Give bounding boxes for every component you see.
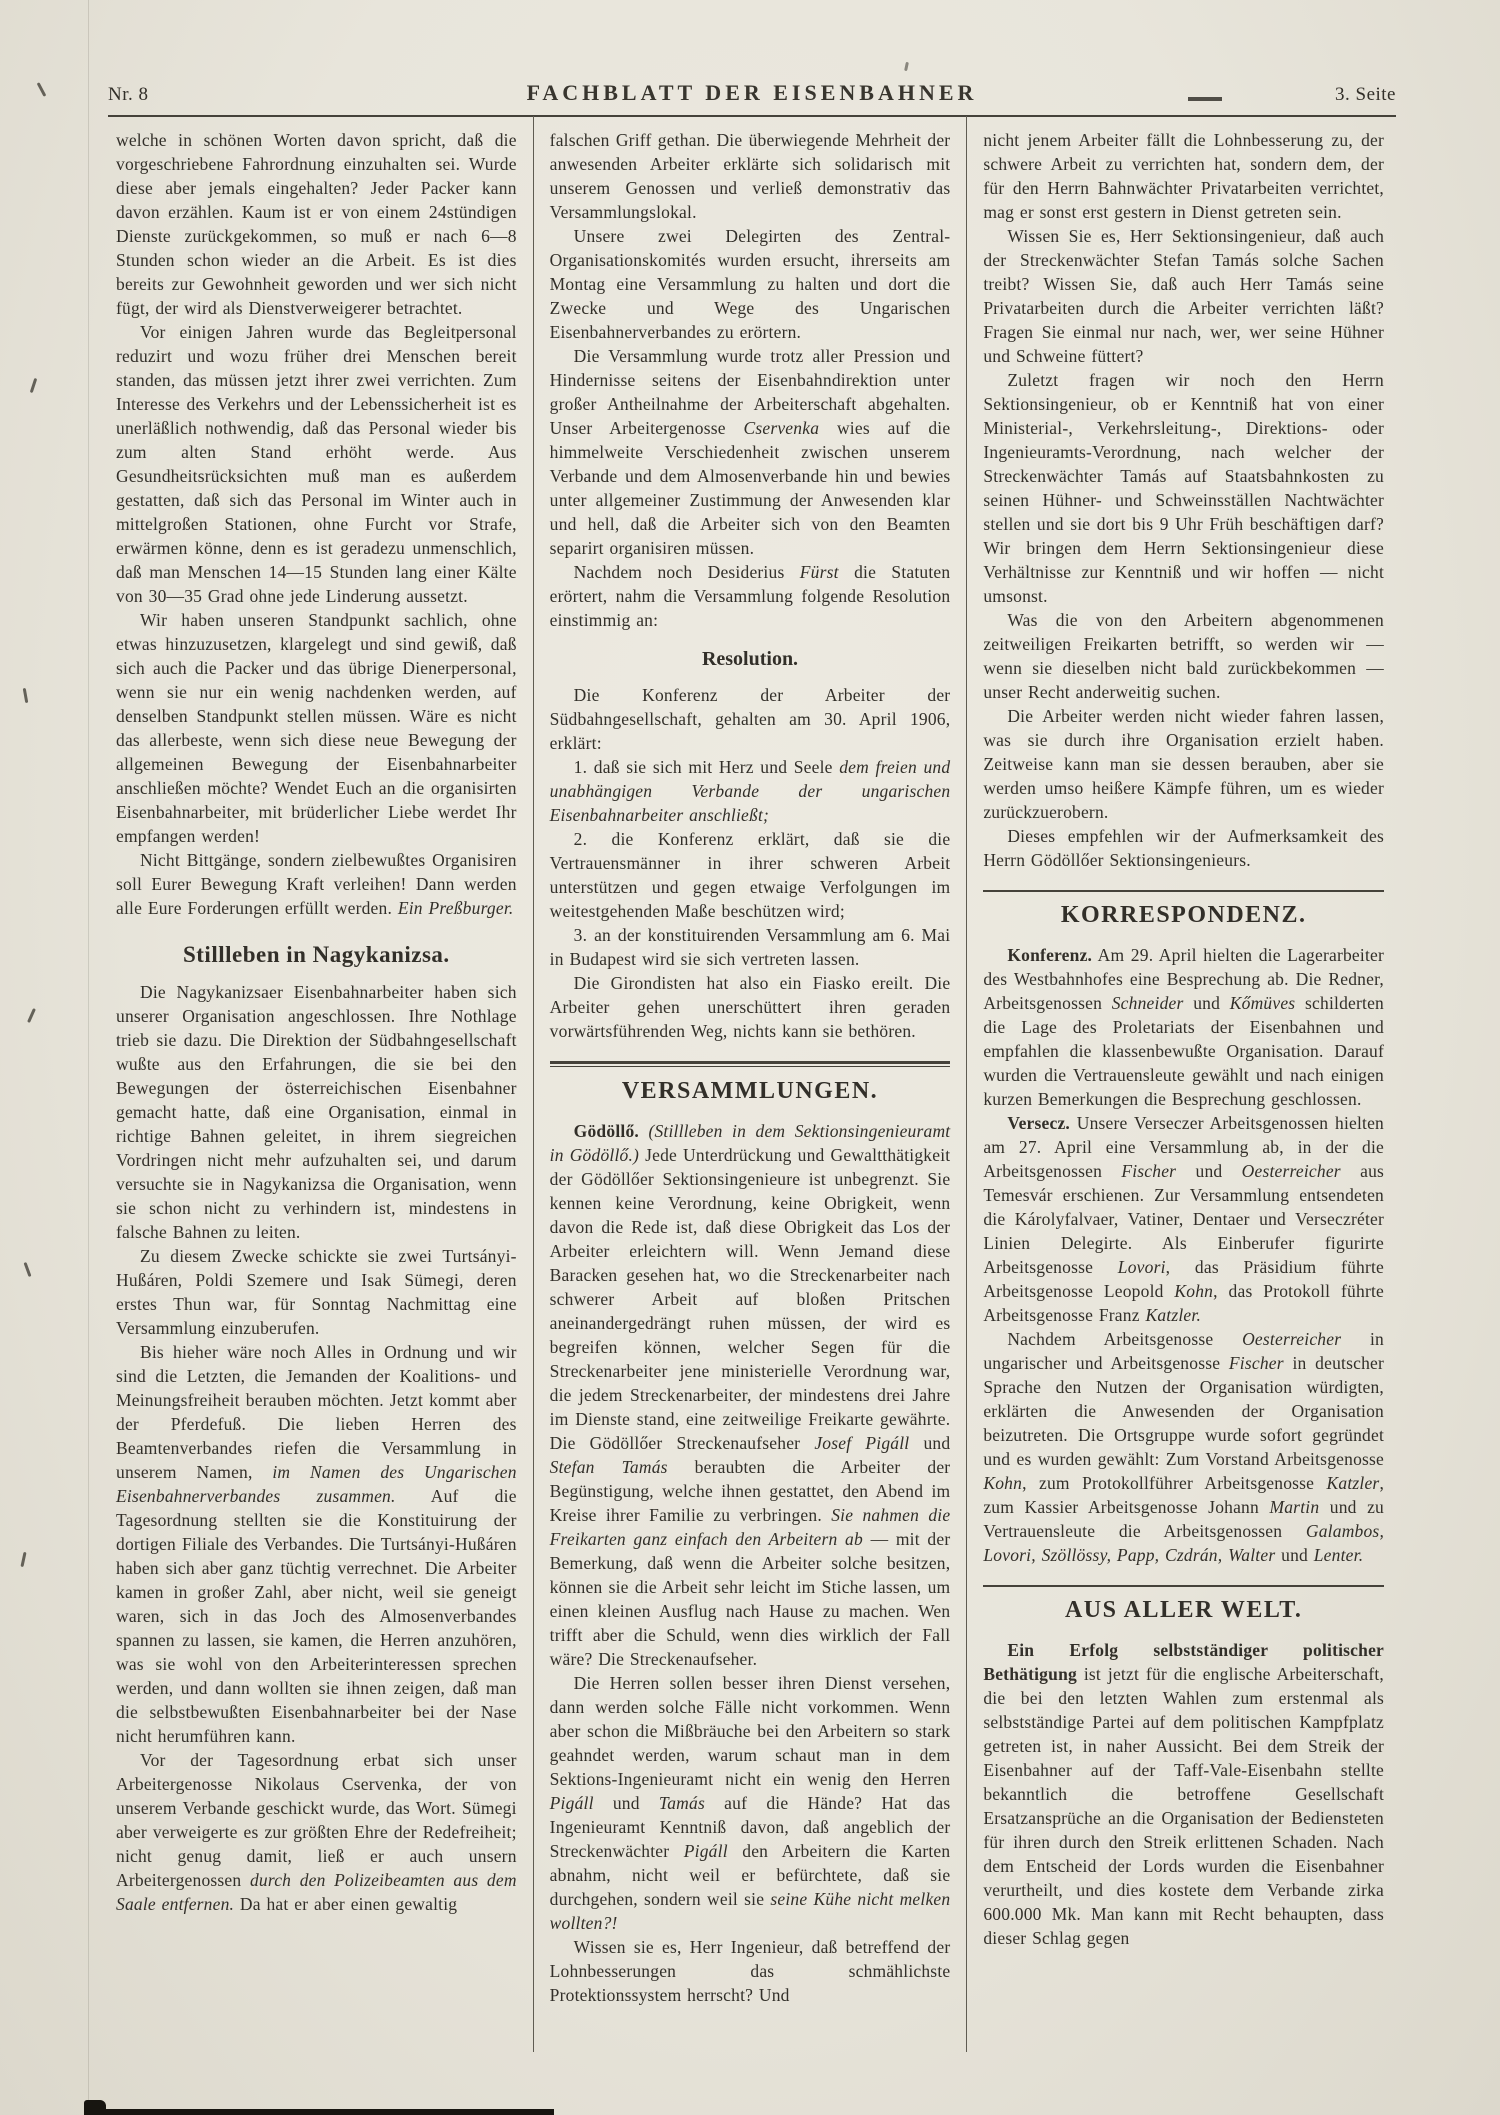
column-1 [100,116,533,2052]
paragraph: Nachdem Arbeitsgenosse Oesterreicher in ungarischer und Arbeitsgenosse Fischer in deutscher Sprache den Nutzen der Organisation würdigten, erklärten die Anwesenden der Organisation beizutreten. Die Ortsgruppe wurde sofort gegründet und es wurden gewählt: Zum Vorstand Arbeitsgenosse Kohn, zum Protokollführer Arbeitsgenosse Katzler, zum Kassier Arbeitsgenosse Johann Martin und zu Vertrauensleute die Arbeitsgenossen Galambos, Lovori, Szöllössy, Papp, Czdrán, Walter und Lenter. [983,1329,1385,1565]
paragraph: Konferenz. Am 29. April hielten die Lagerarbeiter des Westbahnhofes eine Besprechung ab. Die Redner, Arbeitsgenossen Schneider und Kőmüves schilderten die Lage des Proletariats der Eisenbahnen und empfahlen die klassenbewußte Organisation. Darauf wurden die Vertrauensleute gewählt und nach einigen kurzen Bemerkungen die Besprechung geschlossen. [983,945,1385,1109]
scan-artifact [84,2100,106,2113]
scan-artifact [24,1262,32,1277]
paragraph: Nachdem noch Desiderius Fürst die Statuten erörtert, nahm die Versammlung folgende Resolution einstimmig an: [549,562,951,630]
scan-artifact [904,62,909,71]
paragraph: Was die von den Arbeitern abgenommenen zeitweiligen Freikarten betrifft, so werden wir — wenn sie dieselben nicht bald zurückbekommen — unser Recht anderweitig suchen. [983,610,1385,702]
section-title-versammlungen: VERSAMMLUNGEN. [621,1078,879,1104]
paragraph: Die Nagykanizsaer Eisenbahnarbeiter haben sich unserer Organisation angeschlossen. Ihre Nothlage trieb sie dazu. Die Direktion der Südbahngesellschaft wußte aus den Erfahrungen, die sie bei den Bewegungen der österreichischen Eisenbahner gemacht hatte, daß eine Organisation, einmal in richtige Bahnen geleitet, in ihrem siegreichen Vordringen nicht mehr aufzuhalten sei, und darum versuchte sie in Nagykanizsa die Organisation, wenn sie schon nicht zu verhindern ist, mindestens in falsche Bahnen zu leiten. [116,982,517,1242]
paragraph: Die Arbeiter werden nicht wieder fahren lassen, was sie durch ihre Organisation erzielt haben. Zeitweise kann man sie dessen berauben, aber sie werden umso heißere Kämpfe führen, um es wieder zurückzuerobern. [983,706,1385,822]
paragraph: Unsere zwei Delegirten des Zentral-Organisationskomités wurden ersucht, ihrerseits am Montag eine Versammlung zu halten und dort die Zwecke und Wege des Ungarischen Eisenbahnerverbandes zu erörtern. [549,226,951,342]
masthead-title: FACHBLATT DER EISENBAHNER [526,80,978,105]
paragraph: falschen Griff gethan. Die überwiegende Mehrheit der anwesenden Arbeiter erklärte sich solidarisch mit unserem Genossen und verließ demonstrativ das Versammlungslokal. [549,130,951,222]
section-rule [983,1585,1384,1587]
paragraph: Zu diesem Zwecke schickte sie zwei Turtsányi-Hußáren, Poldi Szemere und Isak Sümegi, deren erstes Thun war, für Sonntag Nachmittag eine Versammlung einzuberufen. [116,1246,517,1338]
paragraph: 3. an der konstituirenden Versammlung am 6. Mai in Budapest wird sie sich vertreten lassen. [549,925,951,969]
paragraph: Die Herren sollen besser ihren Dienst versehen, dann werden solche Fälle nicht vorkommen. Wenn aber schon die Mißbräuche bei den Arbeitern so stark geahndet werden, warum schaut man in dem Sektions-Ingenieuramt nicht ein wenig den Herren Pigáll und Tamás auf die Hände? Hat das Ingenieuramt Kenntniß davon, daß angeblich der Streckenwächter Pigáll den Arbeitern die Karten abnahm, nicht weil er befürchtete, daß sie durchgehen, sondern weil sie seine Kühe nicht melken wollten?! [549,1673,951,1933]
paragraph: Die Girondisten hat also ein Fiasko ereilt. Die Arbeiter gehen unerschüttert ihren geraden vorwärtsführenden Weg, nichts kann sie bethören. [549,973,951,1041]
column-2 [533,116,967,2052]
section-title-aus-aller-welt: AUS ALLER WELT. [1064,1597,1303,1623]
page-header [108,80,1396,117]
section-title-korrespondenz: KORRESPONDENZ. [1060,902,1307,928]
resolution-title: Resolution. [701,648,799,670]
paragraph: Die Konferenz der Arbeiter der Südbahngesellschaft, gehalten am 30. April 1906, erklärt: [549,685,951,753]
paragraph: Zuletzt fragen wir noch den Herrn Sektionsingenieur, ob er Kenntniß hat von einer Ministerial-, Verkehrsleitung-, Direktions- oder Ingenieuramts-Verordnung, nach welcher der Streckenwächter Tamás auf Staatsbahnkosten zu seinen Hühner- und Schweinsställen Nachtwächter stellen und sie dort bis 9 Uhr Früh beschäftigen darf? Wir bringen dem Herrn Sektionsingenieur diese Verhältnisse zur Kenntniß und wir hoffen — nicht umsonst. [983,370,1385,606]
paragraph: Ein Erfolg selbstständiger politischer Bethätigung ist jetzt für die englische Arbeiterschaft, die bei den letzten Wahlen zum erstenmal als selbstständige Partei auf dem politischen Kampfplatz getreten ist, in naher Aussicht. Bei dem Streik der Eisenbahner auf der Taff-Vale-Eisenbahn stellte bekanntlich die betroffene Gesellschaft Ersatzansprüche an die Organisation der Bediensteten für ihren durch den Streik erlittenen Schaden. Nach dem Entscheid der Lords wurden die Eisenbahner verurtheilt, und dies kostete dem Verbande zirka 600.000 Mk. Man kann mit Recht behaupten, dass dieser Schlag gegen [983,1640,1385,1948]
section-rule [983,890,1384,892]
paragraph: 2. die Konferenz erklärt, daß sie die Vertrauensmänner in ihrer schweren Arbeit unterstützen und gegen etwaige Verfolgungen im weitestgehenden Maße beschützen wird; [549,829,951,921]
section-rule [550,1061,951,1068]
scan-artifact [23,688,29,703]
scan-artifact [27,1008,36,1023]
paragraph: Dieses empfehlen wir der Aufmerksamkeit des Herrn Gödöllőer Sektionsingenieurs. [983,826,1385,870]
paragraph: Wir haben unseren Standpunkt sachlich, ohne etwas hinzuzusetzen, klargelegt und sind gewiß, daß sich auch die Packer und das übrige Dienerpersonal, wenn sie nur ein wenig nachdenken werden, auf denselben Standpunkt stellen müssen. Wäre es nicht das allerbeste, wenn sich diese neue Bewegung der allgemeinen Bewegung der Eisenbahnarbeiter anschließen möchte? Wendet Euch an die organisirten Eisenbahnarbeiter, mit brüderlicher Liebe werdet Ihr empfangen werden! [116,610,517,846]
article-title: Stillleben in Nagykanizsa. [182,942,450,967]
paragraph: welche in schönen Worten davon spricht, daß die vorgeschriebene Fahrordnung einzuhalten sei. Wurde diese aber jemals eingehalten? Jeder Packer kann davon erzählen. Kaum ist er von einem 24stündigen Dienste zurückgekommen, so muß er nach 6—8 Stunden schon wieder an die Arbeit. Es ist dies bereits zur Gewohnheit geworden und wer sich nicht fügt, der wird als Dienstverweigerer betrachtet. [116,130,517,318]
page-number: 3. Seite [1335,84,1396,105]
paragraph: Versecz. Unsere Verseczer Arbeitsgenossen hielten am 27. April eine Versammlung ab, in der die Arbeitsgenossen Fischer und Oesterreicher aus Temesvár erschienen. Zur Versammlung entsendeten die Károlyfalvaer, Vatiner, Dentaer und Verseczréter Linien Delegirte. Als Einberufer figurirte Arbeitsgenosse Lovori, das Präsidium führte Arbeitsgenosse Leopold Kohn, das Protokoll führte Arbeitsgenosse Franz Katzler. [983,1113,1385,1325]
paragraph: 1. daß sie sich mit Herz und Seele dem freien und unabhängigen Verbande der ungarischen Eisenbahnarbeiter anschließt; [549,757,951,825]
scan-artifact [20,1552,26,1567]
scan-artifact [84,2109,554,2115]
paragraph: Die Versammlung wurde trotz aller Pression und Hindernisse seitens der Eisenbahndirektion unter großer Antheilnahme der Arbeiterschaft abgehalten. Unser Arbeitergenosse Cservenka wies auf die himmelweite Verschiedenheit zwischen unserem Verbande und dem Almosenverbande hin und bewies unter allgemeiner Zustimmung der Anwesenden klar und hell, daß die Arbeiter sich von den Beamten separirt organisiren müssen. [549,346,951,558]
paragraph: Gödöllő. (Stillleben in dem Sektionsingenieuramt in Gödöllő.) Jede Unterdrückung und Gewaltthätigkeit der Gödöllőer Sektionsingenieure ist unbegrenzt. Sie kennen keine Verordnung, keine Obrigkeit, wenn davon die Rede ist, daß diese Obrigkeit das Los der Arbeiter erleichtern will. Wenn Jemand diese Baracken gesehen hat, wo die Streckenarbeiter nach schwerer Arbeit auf bloßen Pritschen aneinandergedrängt ruhen müssen, der wird es begreifen können, welcher Segen für die Streckenarbeiter jene ministerielle Verordnung war, die jedem Streckenarbeiter, der mindestens drei Jahre im Dienste stand, eine zeitweilige Freikarte gewährte. Die Gödöllőer Streckenaufseher Josef Pigáll und Stefan Tamás beraubten die Arbeiter der Begünstigung, welche ihnen gestattet, den Abend im Kreise ihrer Familie zu verbringen. Sie nahmen die Freikarten ganz einfach den Arbeitern ab — mit der Bemerkung, daß wenn die Arbeiter solche besitzen, können sie die Arbeit sehr leicht im Stiche lassen, um einen kleinen Ausflug nach Hause zu machen. Wen trifft aber die Schuld, wenn dies wirklich der Fall wäre? Die Streckenaufseher. [549,1121,951,1669]
paragraph: Vor einigen Jahren wurde das Begleitpersonal reduzirt und wozu früher drei Menschen bereit standen, das müssen jetzt ihrer zwei verrichten. Zum Interesse des Verkehrs und der Lebenssicherheit ist es unerläßlich nothwendig, daß das Personal wieder bis zum alten Stand erhöht werde. Aus Gesundheitsrücksichten muß man es außerdem gestatten, daß sich das Personal im Winter auch in mittelgroßen Stationen, ohne Furcht vor Strafe, erwärmen könne, denn es ist geradezu unmenschlich, daß man Menschen 14—15 Stunden lang einer Kälte von 30—35 Grad ohne jede Linderung aussetzt. [116,322,517,606]
scan-artifact [37,82,47,97]
paragraph: Wissen Sie es, Herr Sektionsingenieur, daß auch der Streckenwächter Stefan Tamás solche Sachen treibt? Wissen Sie, daß auch Herr Tamás seine Privatarbeiten durch die Arbeiter verrichten läßt? Fragen Sie einmal nur nach, wer, wer seine Hühner und Schweine füttert? [983,226,1385,366]
paragraph: Wissen sie es, Herr Ingenieur, daß betreffend der Lohnbesserungen das schmählichste Protektionssystem herrscht? Und [549,1937,951,2005]
paragraph: Bis hieher wäre noch Alles in Ordnung und wir sind die Letzten, die Jemanden der Koalitions- und Meinungsfreiheit berauben möchten. Jetzt kommt aber der Pferdefuß. Die lieben Herren des Beamtenverbandes riefen die Versammlung in unserem Namen, im Namen des Ungarischen Eisenbahnerverbandes zusammen. Auf die Tagesordnung stellten sie die Konstituirung der dortigen Filiale des Verbandes. Die Turtsányi-Hußáren haben sich aber ganz tüchtig verrechnet. Die Arbeiter kamen in großer Zahl, aber nicht, weil sie geneigt waren, sich in das Joch des Almosenverbandes spannen zu lassen, sie kamen, die Herren anzuhören, was sie wohl von den Arbeiterinteressen sprechen werden, und dann wollten sie ihnen zeigen, daß man die selbstbewußten Eisenbahnarbeiter bei der Nase nicht herumführen kann. [116,1342,517,1746]
scan-artifact [30,378,37,393]
paragraph: nicht jenem Arbeiter fällt die Lohnbesserung zu, der schwere Arbeit zu verrichten hat, sondern dem, der für den Herrn Bahnwächter Privatarbeiten verrichtet, mag er sonst erst gestern in Dienst getreten sein. [983,130,1385,222]
scan-fold-line [88,0,89,2115]
paragraph: Nicht Bittgänge, sondern zielbewußtes Organisiren soll Eurer Bewegung Kraft verleihen! Dann werden alle Eure Forderungen erfüllt werden. Ein Preßburger. [116,850,517,918]
column-layout [100,116,1400,2052]
column-3 [966,116,1400,2052]
issue-number: Nr. 8 [108,84,149,105]
paragraph: Vor der Tagesordnung erbat sich unser Arbeitergenosse Nikolaus Cservenka, der von unserem Verbande geschickt wurde, das Wort. Sümegi aber verweigerte es zur größten Ehre der Redefreiheit; nicht genug damit, ließ er auch unsern Arbeitergenossen durch den Polizeibeamten aus dem Saale entfernen. Da hat er aber einen gewaltig [116,1750,517,1914]
